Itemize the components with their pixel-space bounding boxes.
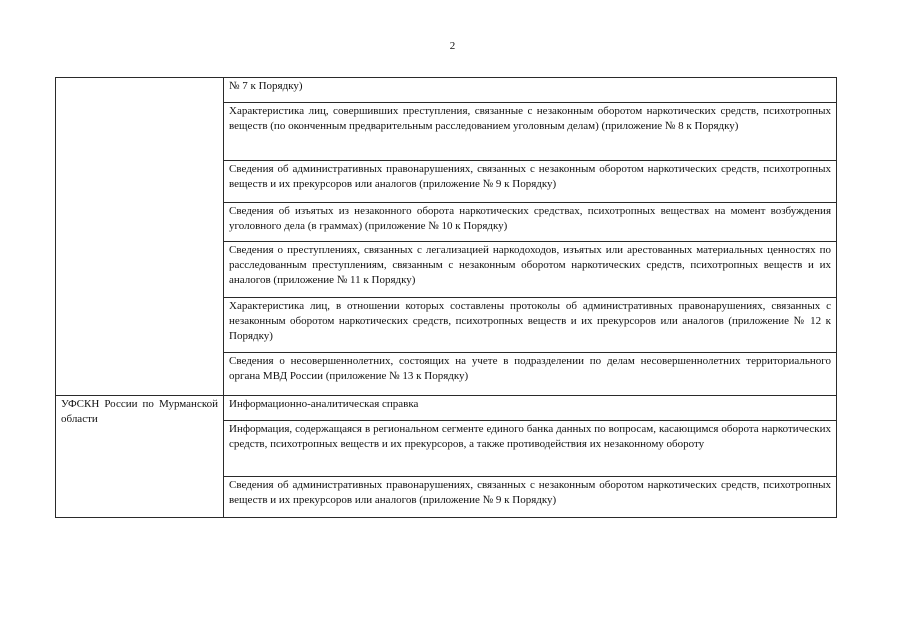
table-row (56, 78, 837, 103)
report-cell: Сведения об административных правонарушениях, связанных с незаконным оборотом наркотических средств, психотропных веществ и их прекурсоров или аналогов (приложение № 9 к Порядку) (224, 477, 837, 518)
reports-table (55, 77, 837, 518)
page-number: 2 (449, 40, 456, 52)
report-cell: Сведения об изъятых из незаконного оборота наркотических средствах, психотропных веществах на момент возбуждения уголовного дела (в граммах) (приложение № 10 к Порядку) (224, 203, 837, 242)
report-cell: Сведения о преступлениях, связанных с легализацией наркодоходов, изъятых или арестованных материальных ценностях по расследованным преступлениям, связанным с незаконным оборотом наркотических средств, психотропных веществ и их аналогов (приложение № 11 к Порядку) (224, 242, 837, 298)
report-cell: Сведения о несовершеннолетних, состоящих на учете в подразделении по делам несовершеннолетних территориального органа МВД России (приложение № 13 к Порядку) (224, 353, 837, 396)
report-cell: Характеристика лиц, совершивших преступления, связанные с незаконным оборотом наркотических средств, психотропных веществ (по оконченным предварительным расследованием уголовным делам) (приложение № 8 к Порядку) (224, 103, 837, 161)
organization-cell-continued (56, 78, 224, 396)
report-cell: № 7 к Порядку) (224, 78, 837, 103)
organization-cell: УФСКН России по Мурманской области (56, 396, 224, 518)
report-cell: Информация, содержащаяся в региональном сегменте единого банка данных по вопросам, касающимся оборота наркотических средств, психотропных веществ и их прекурсоров, а также противодействия их незаконному обороту (224, 421, 837, 477)
report-cell: Информационно-аналитическая справка (224, 396, 837, 421)
report-cell: Характеристика лиц, в отношении которых составлены протоколы об административных правонарушениях, связанных с незаконным оборотом наркотических средств, психотропных веществ и их прекурсоров или аналогов (приложение № 12 к Порядку) (224, 298, 837, 353)
table-row (56, 396, 837, 421)
report-cell: Сведения об административных правонарушениях, связанных с незаконным оборотом наркотических средств, психотропных веществ и их прекурсоров или аналогов (приложение № 9 к Порядку) (224, 161, 837, 203)
